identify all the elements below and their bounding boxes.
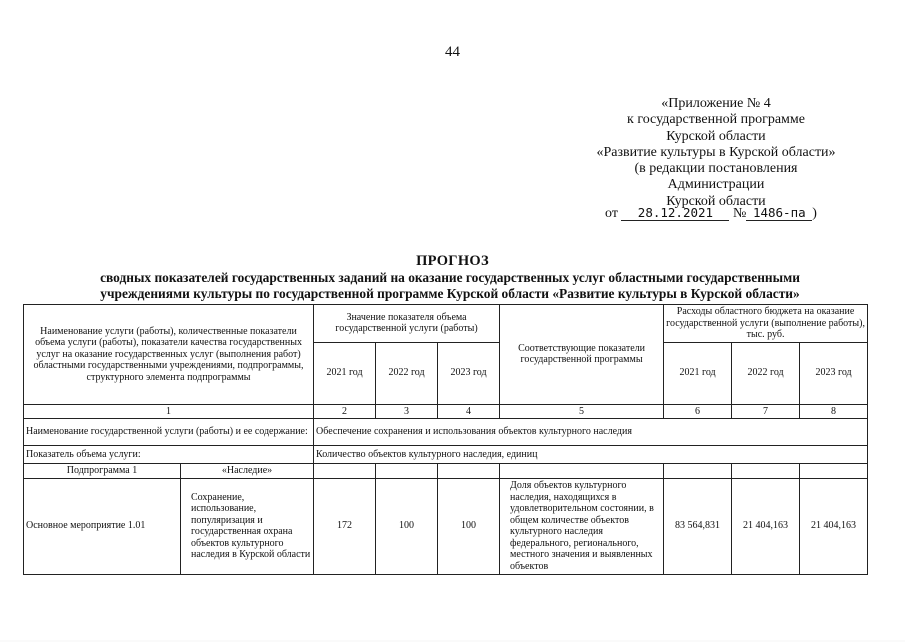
- header-year: 2023 год: [800, 342, 868, 404]
- measure-indicator: Доля объектов культурного наследия, находящихся в удовлетворительном состоянии, в общем количестве объектов культурного наследия федерального, регионального, местного значения и выявленных объектов: [500, 478, 664, 574]
- forecast-table: [23, 304, 868, 575]
- measure-row: [24, 478, 868, 574]
- empty-cell: [664, 464, 732, 479]
- header-year: 2021 год: [664, 342, 732, 404]
- column-number: 4: [438, 404, 500, 419]
- empty-cell: [800, 464, 868, 479]
- column-number: 2: [314, 404, 376, 419]
- header-volume-value: Значение показателя объема государственной услуги (работы): [314, 305, 500, 343]
- appendix-line: к государственной программе: [627, 112, 805, 128]
- column-number: 7: [732, 404, 800, 419]
- header-program-indicators: Соответствующие показатели государственной программы: [500, 305, 664, 405]
- volume-label: Показатель объема услуги:: [24, 446, 314, 464]
- subprogram-row: [24, 464, 868, 479]
- appendix-line: «Развитие культуры в Курской области»: [596, 144, 836, 160]
- service-label: Наименование государственной услуги (работы) и ее содержание:: [24, 419, 314, 446]
- page-number: 44: [445, 44, 460, 60]
- appendix-block: [586, 96, 846, 210]
- appendix-line: «Приложение № 4: [661, 96, 771, 111]
- document-subtitle: сводных показателей государственных заданий на оказание государственных услуг областными государственными учреждениями культуры по государственной программе Курской области «Развитие культуры в Курской области»: [100, 270, 800, 301]
- subprogram-label: Подпрограмма 1: [24, 464, 181, 479]
- empty-cell: [376, 464, 438, 479]
- header-year: 2021 год: [314, 342, 376, 404]
- measure-expense-2023: 21 404,163: [800, 478, 868, 574]
- measure-value-2023: 100: [438, 478, 500, 574]
- empty-cell: [732, 464, 800, 479]
- subprogram-name: «Наследие»: [181, 464, 314, 479]
- service-value: Обеспечение сохранения и использования объектов культурного наследия: [314, 419, 868, 446]
- header-year: 2023 год: [438, 342, 500, 404]
- appendix-line: Администрации: [667, 177, 765, 193]
- measure-value-2022: 100: [376, 478, 438, 574]
- column-number: 1: [24, 404, 314, 419]
- column-number-row: [24, 404, 868, 419]
- measure-expense-2021: 83 564,831: [664, 478, 732, 574]
- appendix-line: Курской области: [666, 128, 766, 144]
- number-sign: №: [732, 206, 747, 221]
- appendix-line: (в редакции постановления: [634, 161, 798, 177]
- resolution-number: 1486-па: [746, 206, 812, 221]
- column-number: 5: [500, 404, 664, 419]
- column-number: 3: [376, 404, 438, 419]
- header-budget-expenses: Расходы областного бюджета на оказание государственной услуги (выполнение работы), тыс. руб.: [664, 305, 868, 343]
- resolution-date: 28.12.2021: [621, 206, 729, 221]
- resolution-reference: [605, 206, 817, 222]
- volume-row: [24, 446, 868, 464]
- empty-cell: [438, 464, 500, 479]
- from-word: от: [605, 206, 618, 221]
- measure-description: Сохранение, использование, популяризация и государственная охрана объектов культурного наследия в Курской области: [181, 478, 314, 574]
- measure-expense-2022: 21 404,163: [732, 478, 800, 574]
- header-year: 2022 год: [732, 342, 800, 404]
- appendix-line: Курской области: [666, 193, 766, 209]
- column-number: 6: [664, 404, 732, 419]
- header-row: [24, 305, 868, 343]
- header-service-name: Наименование услуги (работы), количественные показатели объема услуги (работы), показатели качества государственных услуг на оказание государственных услуг (выполнения работ) областными государственными учреждениями, подпрограммы, структурного элемента подпрограммы: [24, 305, 314, 405]
- measure-value-2021: 172: [314, 478, 376, 574]
- service-row: [24, 419, 868, 446]
- empty-cell: [314, 464, 376, 479]
- measure-label: Основное мероприятие 1.01: [24, 478, 181, 574]
- column-number: 8: [800, 404, 868, 419]
- volume-value: Количество объектов культурного наследия, единиц: [314, 446, 868, 464]
- document-title: ПРОГНОЗ: [416, 253, 489, 269]
- header-year: 2022 год: [376, 342, 438, 404]
- empty-cell: [500, 464, 664, 479]
- close-paren: ): [812, 206, 817, 221]
